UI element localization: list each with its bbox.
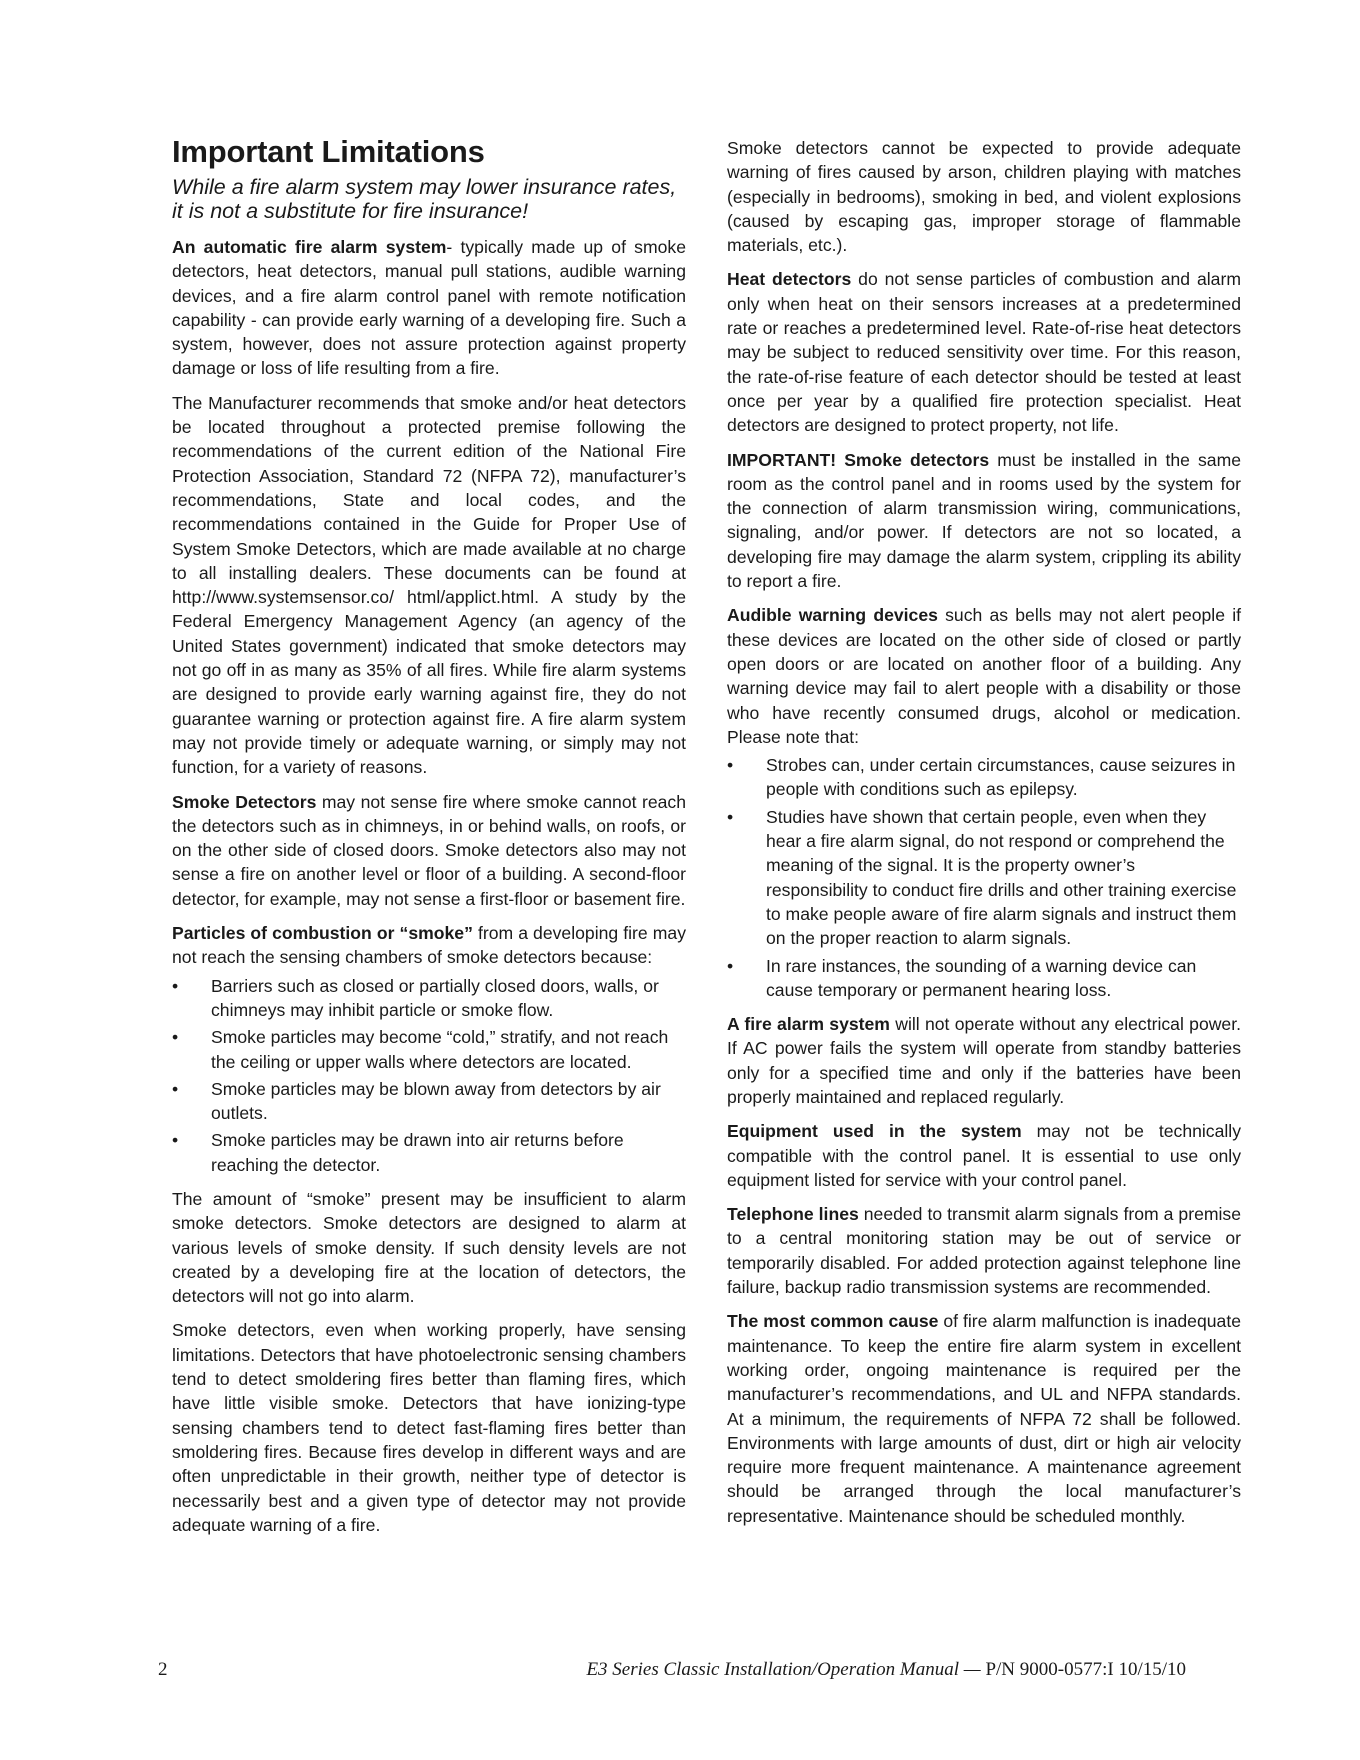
left-column [172, 134, 686, 1547]
paragraph-heading: Heat detectors [727, 269, 852, 290]
paragraph-heading: IMPORTANT! Smoke detectors [727, 449, 990, 470]
paragraph-heading: A fire alarm system [727, 1014, 890, 1035]
list-item: • Strobes can, under certain circumstances, cause seizures in people with conditions such as epilepsy. [727, 753, 1241, 802]
paragraph-amount-of-smoke: The amount of “smoke” present may be insufficient to alarm smoke detectors. Smoke detectors are designed to alarm at various levels of smoke density. If such density levels are not created by a developing fire at the location of detectors, the detectors will not go into alarm. [172, 1188, 686, 1307]
list-item: • Studies have shown that certain people, even when they hear a fire alarm signal, do not respond or comprehend the meaning of the signal. It is the property owner’s responsibility to conduct fire drills and other training exercise to make people aware of fire alarm signals and instruct them on the proper reaction to alarm signals. [727, 805, 1241, 951]
paragraph-text: do not sense particles of combustion and alarm only when heat on their sensors increases at a predetermined rate or reaches a predetermined level. Rate-of-rise heat detectors may be subject to reduced sensitivity over time. For this reason, the rate-of-rise feature of each detector should be tested at least once per year by a qualified fire protection specialist. Heat detectors are designed to protect property, not life. [727, 269, 1241, 436]
paragraph-particles-of-combustion [172, 921, 686, 970]
page-number: 2 [158, 1659, 168, 1680]
paragraph-sensing-limitations: Smoke detectors, even when working properly, have sensing limitations. Detectors that have photoelectronic sensing chambers tend to detect smoldering fires better than flaming fires, which have little visible smoke. Detectors that have ionizing-type sensing chambers tend to detect fast-flaming fires better than smoldering fires. Because fires develop in different ways and are often unpredictable in their growth, neither type of detector is necessarily best and a given type of detector may not provide adequate warning of a fire. [172, 1320, 686, 1535]
paragraph-smoke-detectors [172, 790, 686, 911]
paragraph-heading: Telephone lines [727, 1204, 859, 1225]
warning-device-notes-list [727, 753, 1241, 1002]
list-item: • Smoke particles may be blown away from detectors by air outlets. [172, 1077, 686, 1126]
paragraph-equipment-compatibility [727, 1119, 1241, 1192]
paragraph-fire-alarm-power [727, 1012, 1241, 1109]
paragraph-arson-warning: Smoke detectors cannot be expected to provide adequate warning of fires caused by arson, children playing with matches (especially in bedrooms), smoking in bed, and violent explosions (caused by escaping gas, improper storage of flammable materials, etc.). [727, 138, 1241, 256]
right-column [727, 136, 1241, 1538]
paragraph-text: must be installed in the same room as the control panel and in rooms used by the system for the connection of alarm transmission wiring, communications, signaling, and/or power. If detectors are not so located, a developing fire may damage the alarm system, crippling its ability to report a fire. [727, 449, 1242, 592]
list-item: • Barriers such as closed or partially closed doors, walls, or chimneys may inhibit particle or smoke flow. [172, 974, 686, 1023]
paragraph-text: from a developing fire may not reach the sensing chambers of smoke detectors because: [172, 923, 686, 968]
paragraph-automatic-fire-alarm [172, 235, 686, 381]
paragraph-text: - typically made up of smoke detectors, heat detectors, manual pull stations, audible warning devices, and a fire alarm control panel with remote notification capability - can provide early warning of a developing fire. Such a system, however, does not assure protection against property damage or loss of life resulting from a fire. [172, 237, 687, 379]
paragraph-heading: Smoke Detectors [172, 791, 317, 812]
list-item: • Smoke particles may become “cold,” stratify, and not reach the ceiling or upper walls where detectors are located. [172, 1025, 686, 1074]
paragraph-text: such as bells may not alert people if these devices are located on the other side of closed or partly open doors or are located on another floor of a building. Any warning device may fail to alert people with a disability or those who have recently consumed drugs, alcohol or medication. Please note that: [727, 605, 1241, 747]
paragraph-text: of fire alarm malfunction is inadequate maintenance. To keep the entire fire alarm system in excellent working order, ongoing maintenance is required per the manufacturer’s recommendations, and UL and NFPA standards. At a minimum, the requirements of NFPA 72 shall be followed. Environments with large amounts of dust, dirt or high air velocity require more frequent maintenance. A maintenance agreement should be arranged through the local manufacturer’s representative. Maintenance should be scheduled monthly. [727, 1311, 1241, 1526]
paragraph-heading: Particles of combustion or “smoke” [172, 923, 473, 944]
list-item: • Smoke particles may be drawn into air returns before reaching the detector. [172, 1128, 686, 1177]
smoke-barriers-list [172, 974, 686, 1177]
manual-title [586, 1659, 1186, 1681]
paragraph-heading: An automatic fire alarm system [172, 237, 447, 257]
paragraph-heading: The most common cause [727, 1311, 939, 1332]
part-number: P/N 9000-0577:I 10/15/10 [985, 1659, 1186, 1680]
paragraph-text: may not sense fire where smoke cannot reach the detectors such as in chimneys, in or behind walls, on roofs, or on the other side of closed doors. Smoke detectors also may not sense a fire on another level or floor of a building. A second-floor detector, for example, may not sense a first-floor or basement fire. [172, 791, 686, 909]
paragraph-text: will not operate without any electrical power. If AC power fails the system will operate from standby batteries only for a specified time and only if the batteries have been properly maintained and replaced regularly. [727, 1014, 1241, 1107]
paragraph-maintenance [727, 1309, 1241, 1528]
paragraph-text: needed to transmit alarm signals from a premise to a central monitoring station may be out of service or temporarily disabled. For added protection against telephone line failure, backup radio transmission systems are recommended. [727, 1204, 1241, 1298]
paragraph-telephone-lines [727, 1202, 1241, 1299]
paragraph-heading: Audible warning devices [727, 605, 938, 626]
list-item: • In rare instances, the sounding of a warning device can cause temporary or permanent hearing loss. [727, 954, 1241, 1003]
paragraph-audible-warning-devices [727, 603, 1241, 749]
paragraph-text: may not be technically compatible with the control panel. It is essential to use only equipment listed for service with your control panel. [727, 1121, 1241, 1190]
paragraph-important-smoke-detectors [727, 448, 1241, 594]
paragraph-heading: Equipment used in the system [727, 1121, 1022, 1142]
paragraph-heat-detectors [727, 267, 1241, 437]
paragraph-manufacturer-recommends: The Manufacturer recommends that smoke and/or heat detectors be located throughout a protected premise following the recommendations of the current edition of the National Fire Protection Association, Standard 72 (NFPA 72), manufacturer’s recommendations, State and local codes, and the recommendations contained in the Guide for Proper Use of System Smoke Detectors, which are made available at no charge to all installing dealers. These documents can be found at http://www.systemsensor.co/ html/applict.html. A study by the Federal Emergency Management Agency (an agency of the United States government) indicated that smoke detectors may not go off in as many as 35% of all fires. While fire alarm systems are designed to provide early warning against fire, they do not guarantee warning or protection against fire. A fire alarm system may not provide timely or adequate warning, or simply may not function, for a variety of reasons. [172, 392, 686, 778]
page-subtitle: While a fire alarm system may lower insurance rates, it is not a substitute for fire insurance! [172, 175, 677, 223]
manual-name: E3 Series Classic Installation/Operation Manual — [586, 1659, 986, 1680]
page-title: Important Limitations [172, 134, 485, 169]
